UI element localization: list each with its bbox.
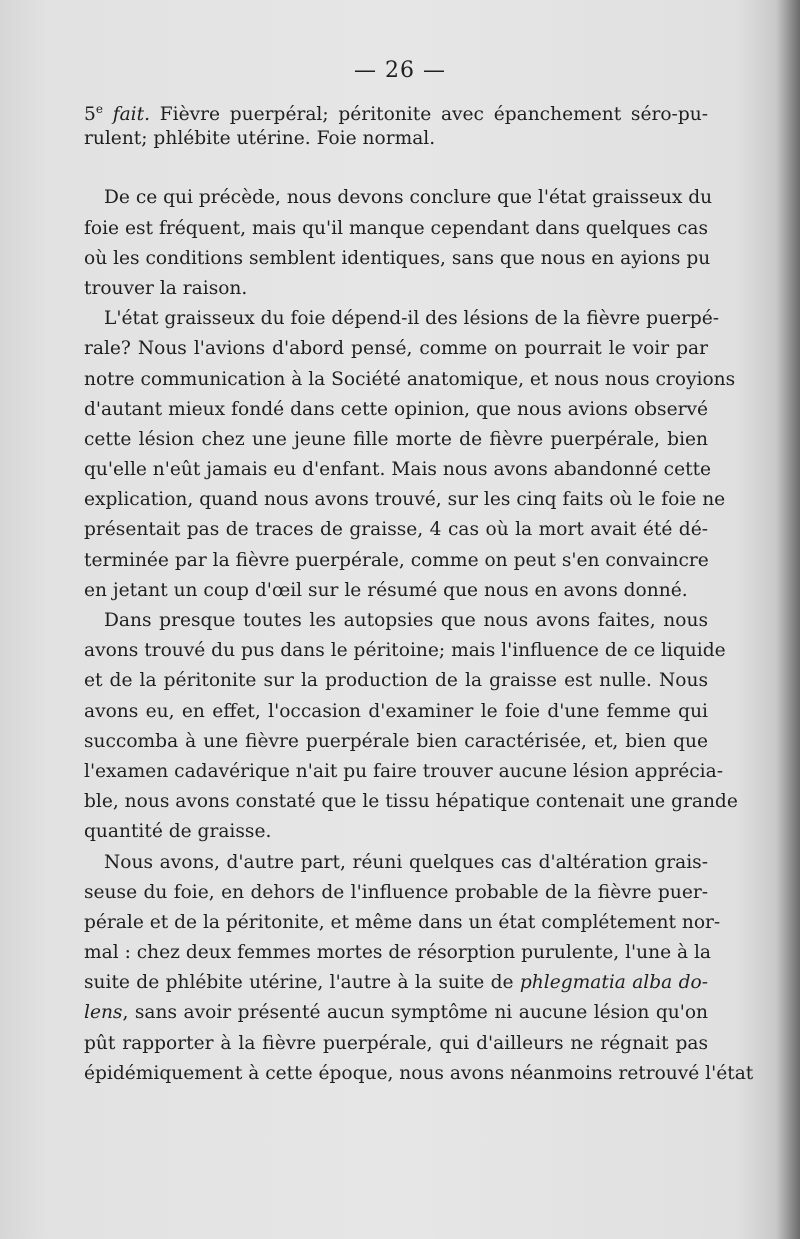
text-run: L'état graisseux du foie dépend-il des lésions de la fièvre puerpé- <box>104 308 720 330</box>
paragraph <box>84 183 713 304</box>
text-run: cette lésion chez une jeune fille morte de fièvre puerpérale, bien <box>84 428 708 450</box>
text-run: De ce qui précède, nous devons conclure que l'état graisseux du <box>104 187 713 209</box>
text-run: épidémiquement à cette époque, nous avons néanmoins retrouvé l'état <box>84 1062 754 1084</box>
text-run: et de la péritonite sur la production de la graisse est nulle. Nous <box>84 670 708 692</box>
paragraph <box>84 848 754 1090</box>
text-line <box>84 727 708 757</box>
text-line <box>84 365 736 395</box>
text-run: où les conditions semblent identiques, sans que nous en ayions pu <box>84 247 711 269</box>
text-line <box>84 124 708 154</box>
text-line <box>84 757 723 787</box>
text-line <box>84 1029 708 1059</box>
text-line <box>84 244 711 274</box>
text-run: en jetant un coup d'œil sur le résumé que nous en avons donné. <box>84 579 688 601</box>
text-run: suite de phlébite utérine, l'autre à la suite de <box>84 972 520 994</box>
text-run: ble, nous avons constaté que le tissu hépatique contenait une grande <box>84 791 738 813</box>
paragraph <box>84 304 736 606</box>
text-run: qu'elle n'eût jamais eu d'enfant. Mais nous avons abandonné cette <box>84 459 712 481</box>
text-line <box>84 666 708 696</box>
text-run: quantité de graisse. <box>84 821 272 843</box>
text-line <box>84 94 708 124</box>
text-run: trouver la raison. <box>84 277 248 299</box>
text-line <box>84 817 708 847</box>
text-line <box>84 848 708 878</box>
text-run: 5 <box>84 104 96 126</box>
text-line <box>84 1059 754 1089</box>
body-text <box>84 94 754 1089</box>
text-run: présentait pas de traces de graisse, 4 cas où la mort avait été dé- <box>84 519 708 541</box>
text-run: pût rapporter à la fièvre puerpérale, qui d'ailleurs ne régnait pas <box>84 1032 708 1054</box>
paragraph <box>84 606 738 848</box>
text-line <box>84 606 708 636</box>
text-line <box>84 485 726 515</box>
text-run: notre communication à la Société anatomique, et nous nous croyions <box>84 368 736 390</box>
text-line <box>84 878 708 908</box>
text-run: d'autant mieux fondé dans cette opinion, que nous avions observé <box>84 398 708 420</box>
text-run: avons eu, en effet, l'occasion d'examiner le foie d'une femme qui <box>84 700 708 722</box>
paragraph-gap <box>84 154 708 183</box>
text-run: rulent; phlébite utérine. Foie normal. <box>84 128 436 150</box>
text-run: pérale et de la péritonite, et même dans un état complétement nor- <box>84 911 721 933</box>
text-run: terminée par la fièvre puerpérale, comme on peut s'en convaincre <box>84 549 709 571</box>
text-run: Dans presque toutes les autopsies que nous avons faites, nous <box>104 610 708 631</box>
text-line <box>84 576 708 606</box>
text-line <box>84 455 712 485</box>
text-line <box>84 425 708 455</box>
text-run: seuse du foie, en dehors de l'influence probable de la fièvre puer- <box>84 881 708 903</box>
text-run: foie est fréquent, mais qu'il manque cependant dans quelques cas <box>84 217 708 239</box>
text-line <box>84 304 720 334</box>
text-line <box>84 515 708 545</box>
text-line <box>84 214 708 244</box>
text-line <box>84 908 721 938</box>
text-line <box>84 938 712 968</box>
text-run: l'examen cadavérique n'ait pu faire trouver aucune lésion apprécia- <box>84 760 723 782</box>
text-run: Nous avons, d'autre part, réuni quelques cas d'altération grais- <box>104 851 708 873</box>
text-run: , sans avoir présenté aucun symptôme ni aucune lésion qu'on <box>122 1002 708 1024</box>
italic-text: phlegmatia alba do- <box>519 972 708 994</box>
text-run: explication, quand nous avons trouvé, sur les cinq faits où le foie ne <box>84 489 726 511</box>
superscript: e <box>95 102 103 116</box>
text-line <box>84 334 708 364</box>
text-line <box>84 697 708 727</box>
italic-text: lens <box>84 1002 123 1024</box>
italic-text: fait. <box>112 104 151 126</box>
text-line <box>84 546 708 576</box>
text-run <box>103 104 113 125</box>
text-line <box>84 968 708 998</box>
text-run: succomba à une fièvre puerpérale bien caractérisée, et, bien que <box>84 730 708 752</box>
text-run: rale? Nous l'avions d'abord pensé, comme on pourrait le voir par <box>84 338 708 360</box>
paragraph <box>84 94 708 154</box>
text-run: Fièvre puerpéral; péritonite avec épanchement séro-pu- <box>150 104 708 126</box>
text-line <box>84 274 708 304</box>
text-run: mal : chez deux femmes mortes de résorption purulente, l'une à la <box>84 942 712 964</box>
text-line <box>84 998 708 1028</box>
text-line <box>84 395 708 425</box>
text-line <box>84 636 726 666</box>
page-number: — 26 — <box>354 58 446 83</box>
text-line <box>84 183 713 213</box>
text-line <box>84 787 738 817</box>
text-run: avons trouvé du pus dans le péritoine; mais l'influence de ce liquide <box>84 640 726 662</box>
